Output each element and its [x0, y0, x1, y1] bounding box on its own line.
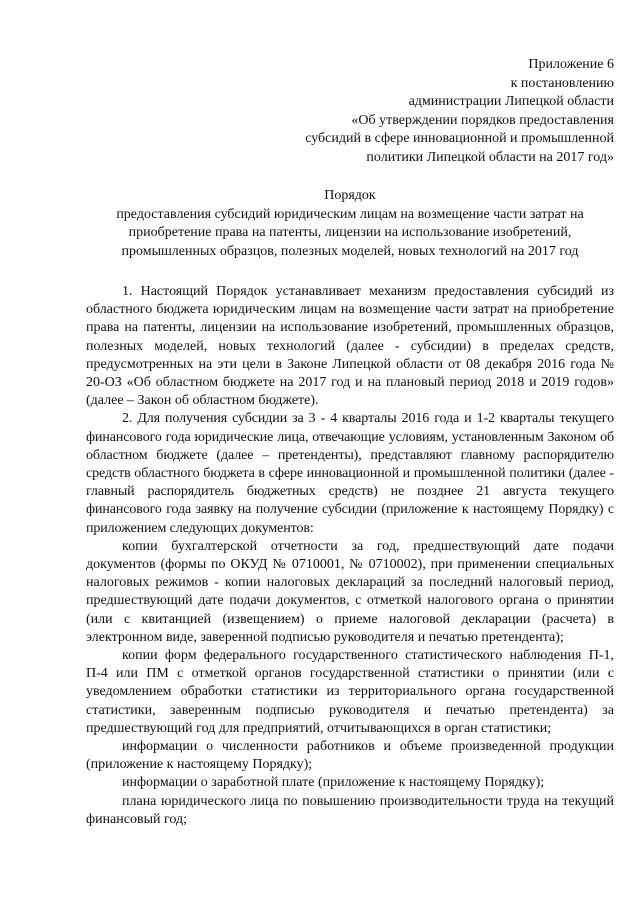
appendix-line: «Об утверждении порядков предоставления: [351, 112, 614, 128]
paragraph-statistics-forms: копии форм федерального государственного статистического наблюдения П-1, П-4 или ПМ с отметкой органов государственной статистики о принятии (или с уведомлением обработки статистики из территориального органа государственной статистики, заверенным подписью руководителя и печатью претендента) за предшествующий год для предприятий, отчитывающихся в орган статистики;: [86, 648, 614, 736]
document-body: [86, 283, 614, 829]
appendix-line: политики Липецкой области на 2017 год»: [366, 149, 614, 165]
document-page: [86, 56, 614, 829]
paragraph-1: 1. Настоящий Порядок устанавливает механизм предоставления субсидий из областного бюджета юридическим лицам на возмещение части затрат на приобретение права на патенты, лицензии на использование изобретений, промышленных образцов, полезных моделей, новых технологий (далее - субсидии) в пределах средств, предусмотренных на эти цели в Законе Липецкой области от 08 декабря 2016 года № 20-ОЗ «Об областном бюджете на 2017 год и на плановый период 2018 и 2019 годов» (далее – Закон об областном бюджете).: [86, 284, 614, 409]
appendix-header: [86, 56, 614, 167]
paragraph-employees-info: информации о численности работников и объеме произведенной продукции (приложение к настоящему Порядку);: [86, 739, 614, 773]
appendix-line: Приложение 6: [528, 57, 614, 72]
paragraph-salary-info: информации о заработной плате (приложение к настоящему Порядку);: [122, 775, 545, 791]
paragraph-productivity-plan: плана юридического лица по повышению производительности труда на текущий финансовый год;: [86, 793, 614, 827]
title-line: промышленных образцов, полезных моделей, новых технологий на 2017 год: [121, 243, 579, 259]
appendix-line: к постановлению: [510, 75, 614, 91]
document-title: [86, 187, 614, 261]
paragraph-2: 2. Для получения субсидии за 3 - 4 кварталы 2016 года и 1-2 кварталы текущего финансового года юридические лица, отвечающие условиям, установленным Законом об областном бюджете (далее – претенденты), представляют главному распорядителю средств областного бюджета в сфере инновационной и промышленной политики (далее - главный распорядитель бюджетных средств) не позднее 21 августа текущего финансового года заявку на получение субсидии (приложение к настоящему Порядку) с приложением следующих документов:: [86, 411, 614, 536]
appendix-line: администрации Липецкой области: [408, 94, 614, 109]
title-word: Порядок: [324, 188, 376, 203]
title-line: приобретение права на патенты, лицензии на использование изобретений,: [128, 225, 572, 240]
appendix-line: субсидий в сфере инновационной и промышленной: [305, 131, 614, 146]
title-line: предоставления субсидий юридическим лицам на возмещение части затрат на: [116, 206, 584, 222]
paragraph-accounting-copies: копии бухгалтерской отчетности за год, предшествующий дате подачи документов (формы по ОКУД № 0710001, № 0710002), при применении специальных налоговых режимов - копии налоговых деклараций за последний налоговый период, предшествующий дате подачи документов, с отметкой налогового органа о принятии (или с квитанцией (извещением) о приеме налоговой декларации (расчета) в электронном виде, заверенной подписью руководителя и печатью претендента);: [86, 538, 614, 645]
